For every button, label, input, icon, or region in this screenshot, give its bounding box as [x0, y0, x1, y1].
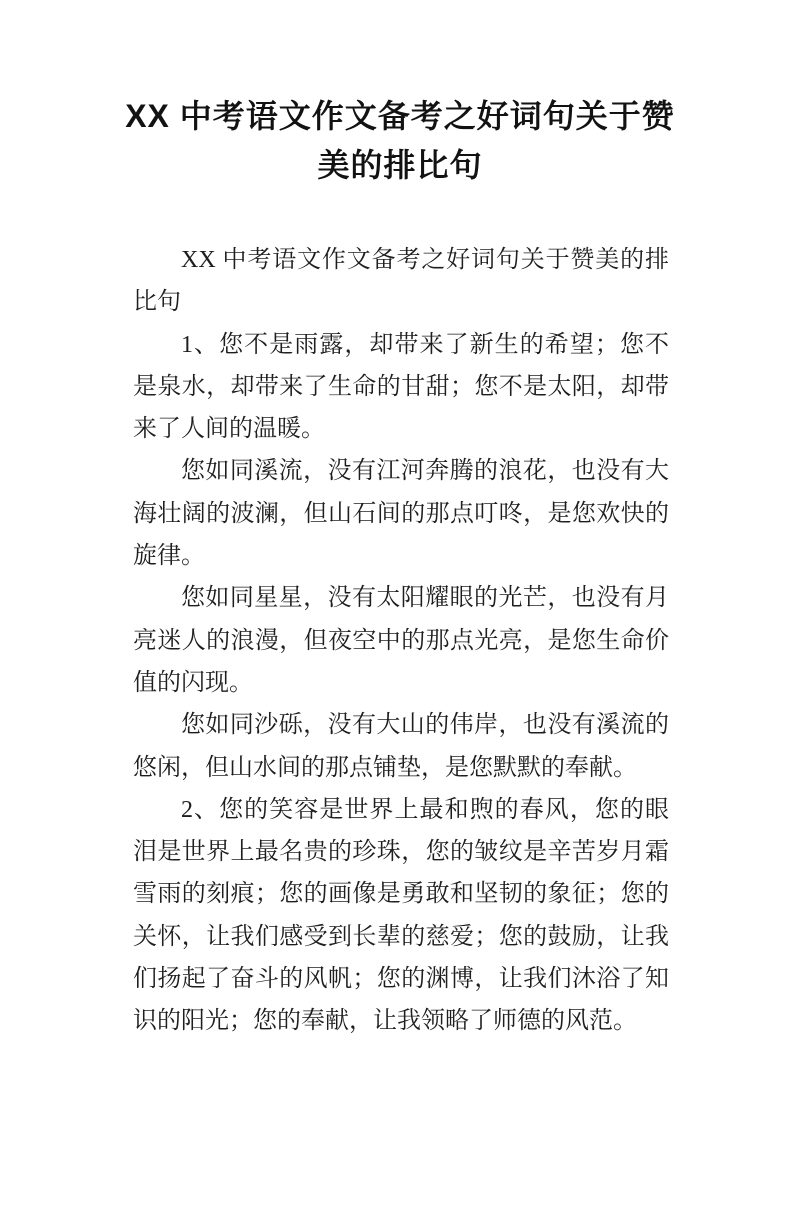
- title-line-2: 美的排比句: [317, 147, 483, 183]
- paragraph-stream: 您如同溪流，没有江河奔腾的浪花，也没有大海壮阔的波澜，但山石间的那点叮咚，是您欢快的旋律。: [133, 458, 669, 570]
- title-line-1: XX 中考语文作文备考之好词句关于赞: [125, 98, 675, 134]
- document-title: [0, 92, 800, 190]
- document-body: [133, 239, 669, 1043]
- paragraph-gravel: 您如同沙砾，没有大山的伟岸，也没有溪流的悠闲，但山水间的那点铺垫，是您默默的奉献。: [133, 712, 669, 781]
- paragraph-subtitle: XX 中考语文作文备考之好词句关于赞美的排比句: [133, 247, 669, 316]
- paragraph-item-2: 2、您的笑容是世界上最和煦的春风，您的眼泪是世界上最名贵的珍珠，您的皱纹是辛苦岁月霜雪雨的刻痕；您的画像是勇敢和坚韧的象征；您的关怀，让我们感受到长辈的慈爱；您的鼓励，让我们扬起了奋斗的风帆；您的渊博，让我们沐浴了知识的阳光；您的奉献，让我领略了师德的风范。: [133, 796, 669, 1035]
- paragraph-item-1: 1、您不是雨露，却带来了新生的希望；您不是泉水，却带来了生命的甘甜；您不是太阳，却带来了人间的温暖。: [133, 331, 669, 443]
- paragraph-stars: 您如同星星，没有太阳耀眼的光芒，也没有月亮迷人的浪漫，但夜空中的那点光亮，是您生命价值的闪现。: [133, 585, 669, 696]
- document-page: [0, 92, 800, 1224]
